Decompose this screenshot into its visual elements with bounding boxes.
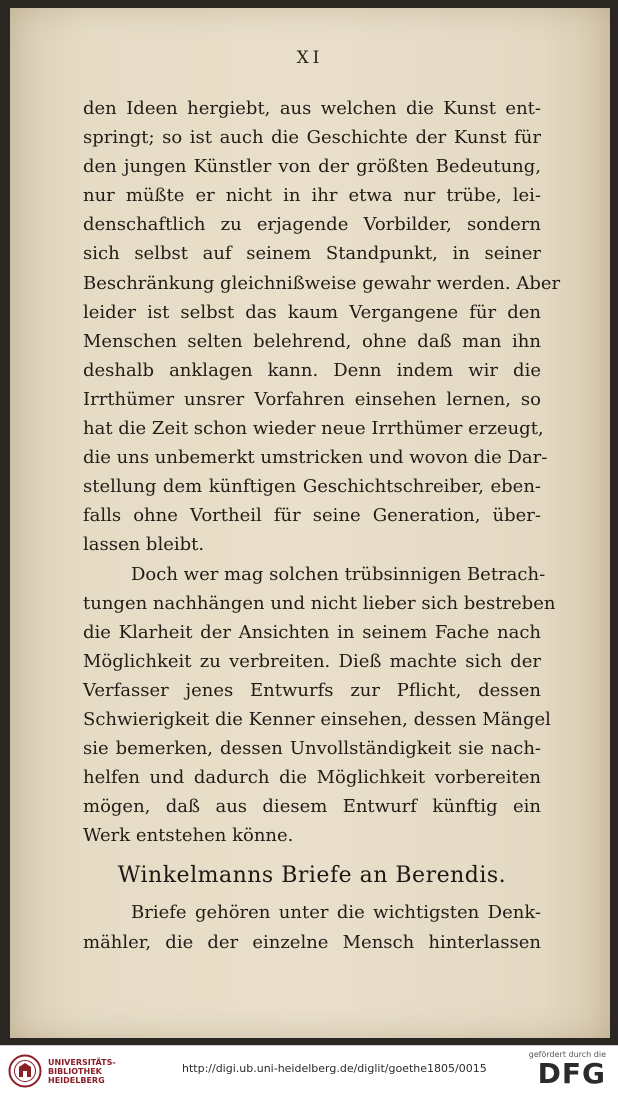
section-heading: Winkelmanns Briefe an Berendis. [117, 863, 507, 889]
text-line: Werk entstehen könne. [83, 825, 294, 847]
text-line: den Ideen hergiebt, aus welchen die Kunst ent- [83, 98, 541, 119]
library-name-line: HEIDELBERG [48, 1076, 105, 1085]
source-url-link[interactable]: http://digi.ub.uni-heidelberg.de/diglit/goethe1805/0015 [182, 1062, 487, 1075]
text-line: springt; so ist auch die Geschichte der Kunst für [83, 127, 541, 149]
funder-note: gefördert durch die [528, 1050, 606, 1059]
library-name-line: BIBLIOTHEK [48, 1067, 102, 1076]
text-line: sich selbst auf seinem Standpunkt, in seiner [83, 243, 541, 265]
text-line: Möglichkeit zu verbreiten. Dieß machte sich der [83, 650, 541, 672]
library-name [48, 1058, 116, 1085]
text-line: den jungen Künstler von der größten Bedeutung, [83, 156, 541, 178]
text-line: mähler, die der einzelne Mensch hinterlassen [83, 931, 541, 953]
text-line: Doch wer mag solchen trübsinnigen Betrach- [131, 563, 546, 585]
funder-logo[interactable] [496, 1050, 606, 1089]
library-name-line: UNIVERSITÄTS- [48, 1058, 116, 1067]
digitization-footer [0, 1045, 618, 1096]
text-line: lassen bleibt. [83, 534, 205, 556]
dfg-logo: DFG [537, 1057, 606, 1090]
text-line: Irrthümer unsrer Vorfahren einsehen lernen, so [83, 388, 541, 410]
text-line: die uns unbemerkt umstricken und wovon die Dar- [83, 447, 548, 469]
text-line: Schwierigkeit die Kenner einsehen, dessen Mängel [83, 708, 551, 730]
text-line: falls ohne Vortheil für seine Generation, über- [83, 505, 541, 527]
text-line: Briefe gehören unter die wichtigsten Denk- [131, 902, 541, 924]
text-line: nur müßte er nicht in ihr etwa nur trübe, lei- [83, 185, 541, 207]
text-line: stellung dem künftigen Geschichtschreiber, eben- [83, 476, 541, 498]
page-number: XI [296, 48, 324, 68]
text-line: die Klarheit der Ansichten in seinem Fache nach [83, 621, 541, 643]
text-line: helfen und dadurch die Möglichkeit vorbereiten [83, 767, 541, 789]
text-line: sie bemerken, dessen Unvollständigkeit sie nach- [83, 738, 541, 760]
library-seal-icon [8, 1054, 42, 1088]
book-page [10, 8, 610, 1038]
text-line: hat die Zeit schon wieder neue Irrthümer erzeugt, [83, 418, 544, 440]
text-line: leider ist selbst das kaum Vergangene für den [83, 301, 541, 323]
library-logo[interactable] [8, 1052, 168, 1092]
text-line: Menschen selten belehrend, ohne daß man ihn [83, 330, 541, 352]
text-line: denschaftlich zu erjagende Vorbilder, sondern [83, 214, 541, 236]
text-line: Verfasser jenes Entwurfs zur Pflicht, dessen [83, 679, 541, 701]
text-line: mögen, daß aus diesem Entwurf künftig ein [83, 796, 541, 818]
text-line: tungen nachhängen und nicht lieber sich bestreben [83, 592, 556, 614]
text-line: deshalb anklagen kann. Denn indem wir die [83, 359, 541, 381]
text-line: Beschränkung gleichnißweise gewahr werden. Aber [83, 272, 561, 294]
page-text [83, 94, 561, 957]
